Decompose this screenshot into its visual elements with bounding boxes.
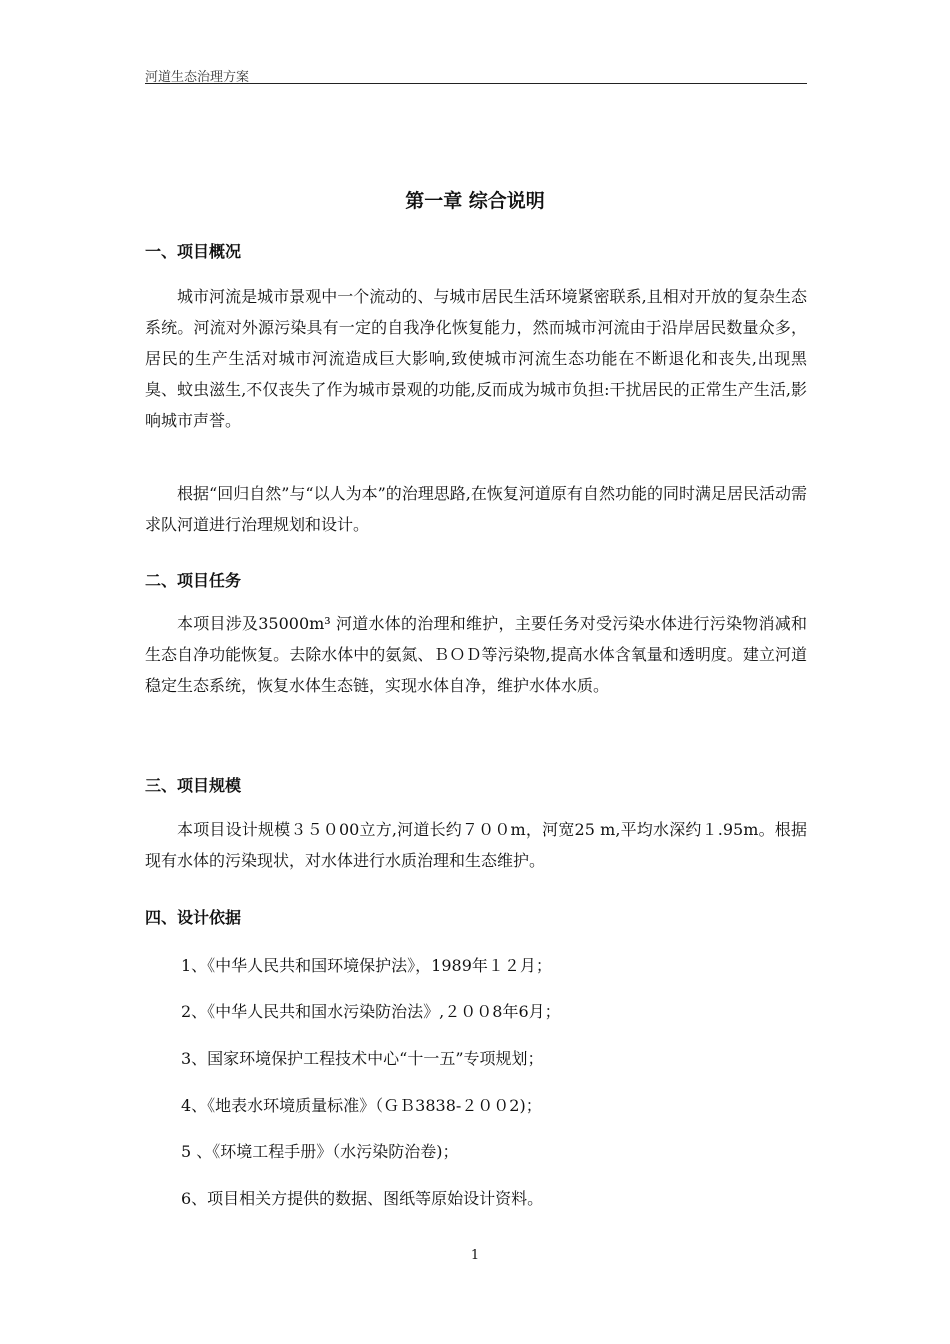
list-item: 5 、《环境工程手册》（水污染防治卷)；	[181, 1142, 459, 1161]
section-heading-tasks: 二、项目任务	[145, 571, 242, 590]
list-item: 3、国家环境保护工程技术中心“十一五”专项规划；	[181, 1049, 544, 1068]
list-item: 4、《地表水环境质量标准》（ＧＢ3838-２００2)；	[181, 1096, 542, 1115]
header-title: 河道生态治理方案	[145, 70, 250, 85]
paragraph-scale: 本项目设计规模３５０00立方,河道长约７００m，河宽25 m,平均水深约１.95m。根据现有水体的污染现状，对水体进行水质治理和生态维护。	[145, 820, 807, 870]
header-divider	[145, 83, 807, 84]
list-item: 1、《中华人民共和国环境保护法》，1989年１２月；	[181, 956, 552, 975]
paragraph-overview-1: 城市河流是城市景观中一个流动的、与城市居民生活环境紧密联系,且相对开放的复杂生态系统。河流对外源污染具有一定的自我净化恢复能力，然而城市河流由于沿岸居民数量众多，居民的生产生活对城市河流造成巨大影响,致使城市河流生态功能在不断退化和丧失,出现黑臭、蚊虫滋生,不仅丧失了作为城市景观的功能,反而成为城市负担:干扰居民的正常生产生活,影响城市声誉。	[145, 287, 807, 430]
paragraph-overview-2: 根据“回归自然”与“以人为本”的治理思路,在恢复河道原有自然功能的同时满足居民活动需求队河道进行治理规划和设计。	[145, 484, 807, 534]
paragraph-tasks: 本项目涉及35000m³ 河道水体的治理和维护，主要任务对受污染水体进行污染物消减和生态自净功能恢复。去除水体中的氨氮、ＢＯＤ等污染物,提高水体含氧量和透明度。建立河道稳定生态系统，恢复水体生态链，实现水体自净，维护水体水质。	[145, 614, 807, 695]
section-heading-basis: 四、设计依据	[145, 908, 242, 927]
section-heading-overview: 一、项目概况	[145, 242, 242, 261]
section-heading-scale: 三、项目规模	[145, 776, 242, 795]
list-item: 6、项目相关方提供的数据、图纸等原始设计资料。	[181, 1189, 544, 1208]
page-number: 1	[470, 1248, 480, 1263]
chapter-title: 第一章 综合说明	[405, 190, 545, 212]
list-item: 2、《中华人民共和国水污染防治法》,２００8年6月；	[181, 1002, 561, 1021]
